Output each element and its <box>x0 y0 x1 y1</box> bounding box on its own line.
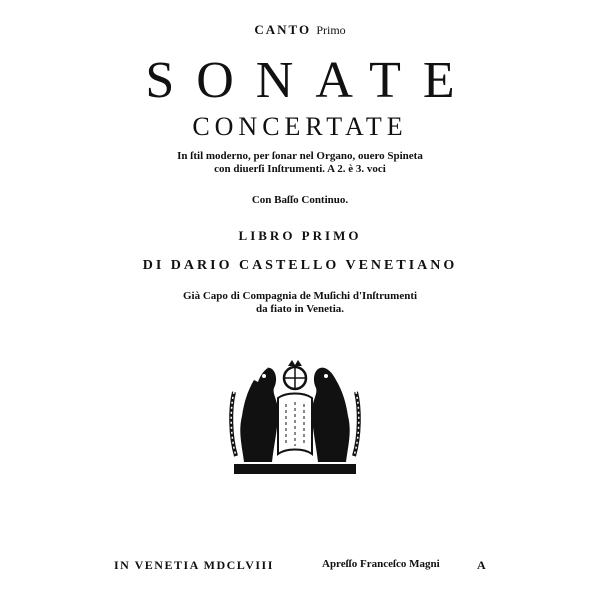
voice-part: CANTO <box>254 22 312 37</box>
main-title: SONATE <box>145 52 477 109</box>
author-position <box>0 290 600 316</box>
book-number: LIBRO PRIMO <box>238 228 362 243</box>
description-line-2: con diuerſi Inſtrumenti. A 2. è 3. voci <box>214 163 386 175</box>
author-line: DI DARIO CASTELLO VENETIANO <box>142 258 458 273</box>
continuo-note: Con Baſſo Continuo. <box>251 194 349 206</box>
description <box>0 150 600 176</box>
description-line-1: In ſtil moderno, per ſonar nel Organo, ouero Spineta <box>177 150 423 162</box>
voice-part-heading <box>0 22 600 38</box>
position-line-2: da fiato in Venetia. <box>255 303 344 315</box>
printers-device-emblem-icon <box>228 358 362 476</box>
subtitle: CONCERTATE <box>192 112 408 141</box>
imprint-city-year: IN VENETIA MDCLVIII <box>114 558 274 572</box>
position-line-1: Già Capo di Compagnia de Muſichi d'Inſtrumenti <box>182 290 418 302</box>
voice-part-sub: Primo <box>316 23 346 37</box>
imprint-publisher: Apreſſo Franceſco Magni <box>322 558 440 570</box>
signature-mark: A <box>477 558 486 572</box>
